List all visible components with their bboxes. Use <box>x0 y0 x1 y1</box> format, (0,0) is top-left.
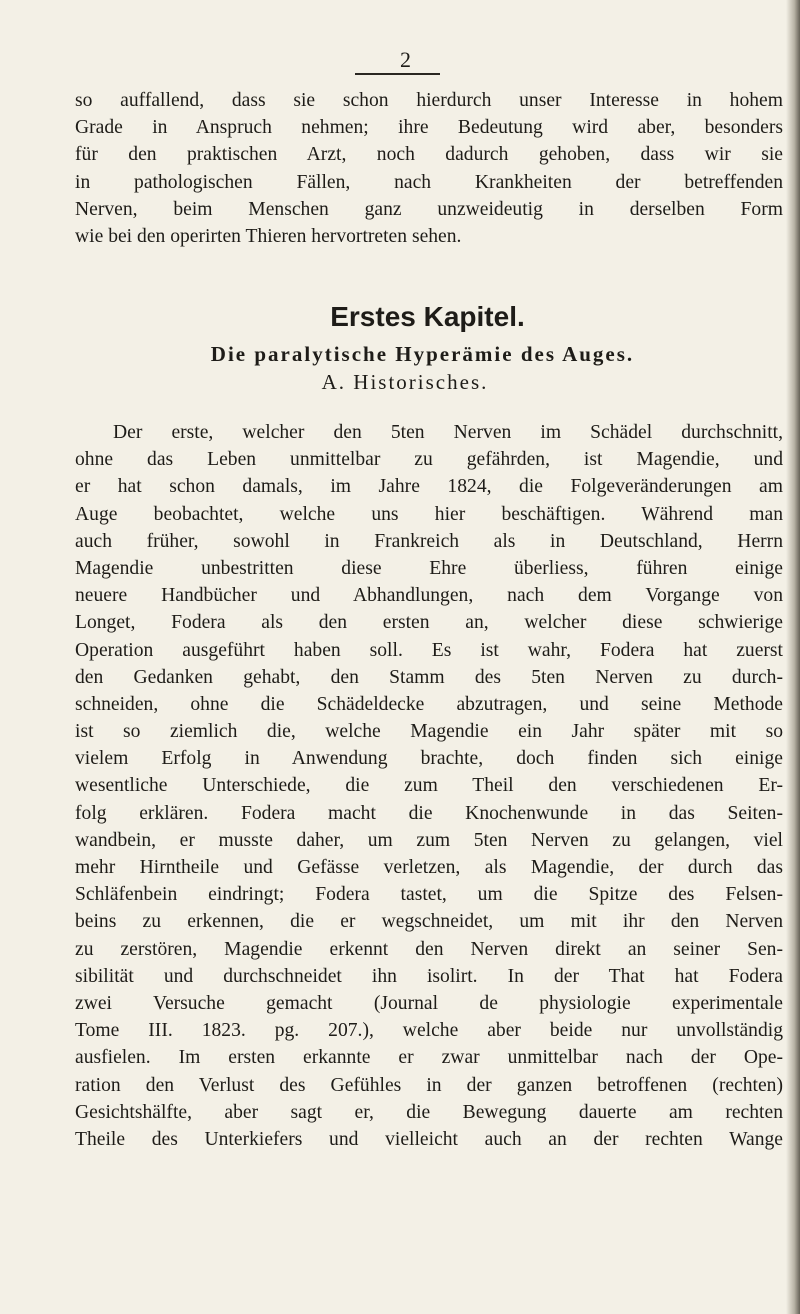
body-paragraph <box>75 419 783 1153</box>
text-line: wesentliche Unterschiede, die zum Theil den verschiedenen Er- <box>75 775 783 797</box>
text-line: für den praktischen Arzt, noch dadurch gehoben, dass wir sie <box>75 144 783 166</box>
text-line: mehr Hirntheile und Gefässe verletzen, als Magendie, der durch das <box>75 857 783 878</box>
text-line: Theile des Unterkiefers und vielleicht auch an der rechten Wange <box>75 1128 783 1150</box>
text-line: schneiden, ohne die Schädeldecke abzutragen, und seine Methode <box>75 693 783 715</box>
page-edge-shadow <box>786 0 800 1314</box>
text-line: so auffallend, dass sie schon hierdurch unser Interesse in hohem <box>75 90 783 111</box>
text-line: ohne das Leben unmittelbar zu gefährden, ist Magendie, und <box>75 449 783 471</box>
text-line: Auge beobachtet, welche uns hier beschäftigen. Während man <box>75 503 783 525</box>
text-line: ausfielen. Im ersten erkannte er zwar unmittelbar nach der Ope- <box>75 1047 783 1069</box>
text-line: Longet, Fodera als den ersten an, welcher diese schwierige <box>75 612 783 634</box>
text-line: in pathologischen Fällen, nach Krankheiten der betreffenden <box>75 171 783 193</box>
text-line: ist so ziemlich die, welche Magendie ein Jahr später mit so <box>75 721 783 743</box>
chapter-title: Erstes Kapitel. <box>330 301 525 332</box>
text-line: neuere Handbücher und Abhandlungen, nach dem Vorgange von <box>75 585 783 607</box>
text-line: Grade in Anspruch nehmen; ihre Bedeutung wird aber, besonders <box>75 117 783 139</box>
section-heading: A. Historisches. <box>321 370 489 394</box>
page-number: 2 <box>400 47 411 72</box>
text-line: Magendie unbestritten diese Ehre überliess, führen einige <box>75 557 783 579</box>
text-line: sibilität und durchschneidet ihn isolirt. In der That hat Fodera <box>75 965 783 987</box>
text-line: wandbein, er musste daher, um zum 5ten Nerven zu gelangen, viel <box>75 829 783 851</box>
text-line: Gesichtshälfte, aber sagt er, die Bewegung dauerte am rechten <box>75 1101 783 1123</box>
text-line: vielem Erfolg in Anwendung brachte, doch finden sich einige <box>75 748 783 770</box>
chapter-subtitle: Die paralytische Hyperämie des Auges. <box>210 342 635 366</box>
text-line: beins zu erkennen, die er wegschneidet, um mit ihr den Nerven <box>75 911 783 933</box>
text-line: auch früher, sowohl in Frankreich als in Deutschland, Herrn <box>75 530 783 552</box>
text-line: Schläfenbein eindringt; Fodera tastet, um die Spitze des Felsen- <box>75 884 783 906</box>
page-number-rule <box>355 73 440 75</box>
text-line: wie bei den operirten Thieren hervortreten sehen. <box>75 225 462 247</box>
text-line: Der erste, welcher den 5ten Nerven im Schädel durchschnitt, <box>113 422 783 443</box>
text-line: folg erklären. Fodera macht die Knochenwunde in das Seiten- <box>75 802 783 824</box>
text-line: ration den Verlust des Gefühles in der ganzen betroffenen (rechten) <box>75 1074 783 1096</box>
text-line: den Gedanken gehabt, den Stamm des 5ten Nerven zu durch- <box>75 666 783 688</box>
text-line: Operation ausgeführt haben soll. Es ist wahr, Fodera hat zuerst <box>75 639 783 661</box>
text-line: zwei Versuche gemacht (Journal de physiologie experimentale <box>75 992 783 1014</box>
text-line: Tome III. 1823. pg. 207.), welche aber beide nur unvollständig <box>75 1020 783 1042</box>
text-line: zu zerstören, Magendie erkennt den Nerven direkt an seiner Sen- <box>75 938 783 960</box>
text-line: er hat schon damals, im Jahre 1824, die Folgeveränderungen am <box>75 476 783 498</box>
text-line: Nerven, beim Menschen ganz unzweideutig in derselben Form <box>75 198 783 220</box>
intro-paragraph <box>75 87 783 250</box>
